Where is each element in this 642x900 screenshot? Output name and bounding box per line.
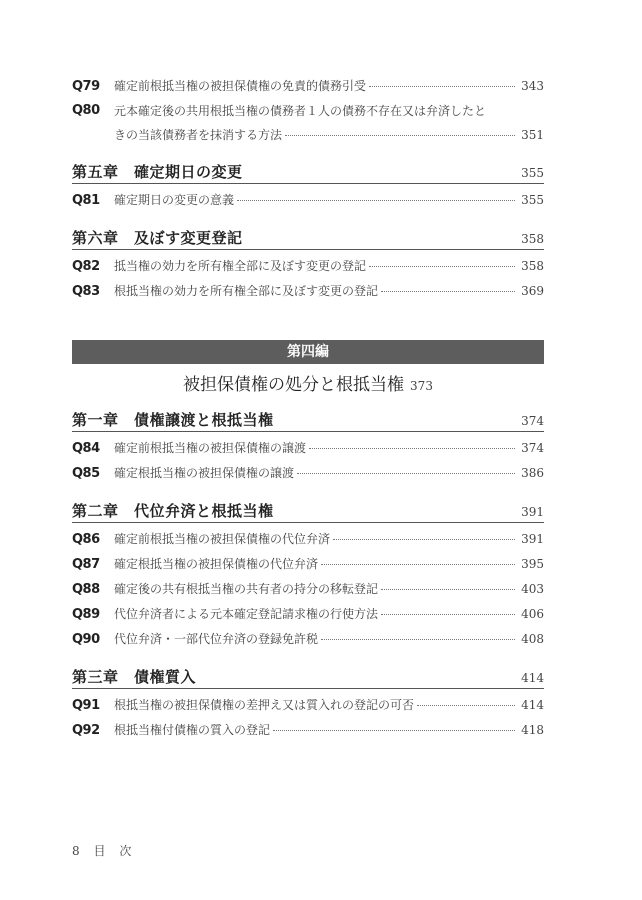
page-number: 408 [521,632,544,646]
question-number: Q89 [72,607,100,622]
question-number: Q86 [72,532,100,547]
dot-leader [369,86,515,87]
page-number: 403 [521,582,544,596]
entry-title: 確定後の共有根抵当権の共有者の持分の移転登記 [114,582,379,596]
entry-title: 確定根抵当権の被担保債権の代位弁済 [114,557,319,571]
toc-entry[interactable] [72,693,544,718]
page-number: 386 [521,466,544,480]
footer-label: 次 [119,844,132,858]
chapter-title: 第三章 債権質入 [72,668,197,686]
dot-leader [309,448,515,449]
toc [72,74,544,743]
page-number: 358 [521,259,544,273]
page-number: 355 [521,193,544,207]
toc-entry[interactable] [72,602,544,627]
part-label-bar: 第四編 [72,340,544,364]
toc-entry[interactable] [72,527,544,552]
question-number: Q83 [72,284,100,299]
question-number: Q80 [72,103,100,118]
dot-leader [321,639,515,640]
dot-leader [381,291,515,292]
toc-entry[interactable] [72,279,544,304]
entry-title: 確定前根抵当権の被担保債権の代位弁済 [114,532,331,546]
chapter-heading[interactable] [72,500,544,523]
toc-entry[interactable] [72,627,544,652]
chapter-page: 358 [521,232,544,246]
entry-title: 確定前根抵当権の被担保債権の免責的債務引受 [114,79,367,93]
part-title[interactable] [72,370,544,395]
page-number: 406 [521,607,544,621]
chapter-page: 391 [521,505,544,519]
page-number: 395 [521,557,544,571]
toc-entry[interactable] [72,254,544,279]
toc-entry[interactable] [72,552,544,577]
entry-title: 根抵当権の効力を所有権全部に及ぼす変更の登記 [114,284,379,298]
entry-title: 根抵当権の被担保債権の差押え又は質入れの登記の可否 [114,698,415,712]
dot-leader [237,200,515,201]
question-number: Q84 [72,441,100,456]
page-number: 414 [521,698,544,712]
dot-leader [381,614,515,615]
question-number: Q79 [72,79,100,94]
entry-title-line2: きの当該債務者を抹消する方法 [114,128,283,142]
toc-entry[interactable] [72,461,544,486]
entry-title-line1: 元本確定後の共用根抵当権の債務者１人の債務不存在又は弁済したと [114,104,487,118]
chapter-heading[interactable] [72,161,544,184]
dot-leader [273,730,515,731]
page-footer [72,842,141,859]
question-number: Q87 [72,557,100,572]
dot-leader [333,539,515,540]
entry-title: 根抵当権付債権の質入の登記 [114,723,271,737]
dot-leader [381,589,515,590]
entry-title: 確定前根抵当権の被担保債権の譲渡 [114,441,307,455]
question-number: Q92 [72,723,100,738]
chapter-title: 第五章 確定期日の変更 [72,163,243,181]
dot-leader [369,266,515,267]
page-number: 369 [521,284,544,298]
entry-title: 代位弁済者による元本確定登記請求権の行使方法 [114,607,379,621]
page-number: 374 [521,441,544,455]
chapter-page: 374 [521,414,544,428]
chapter-page: 414 [521,671,544,685]
toc-entry[interactable] [72,74,544,99]
toc-entry[interactable] [72,718,544,743]
footer-label: 目 [93,844,106,858]
entry-title: 代位弁済・一部代位弁済の登録免許税 [114,632,319,646]
question-number: Q90 [72,632,100,647]
entry-title: 確定根抵当権の被担保債権の譲渡 [114,466,295,480]
dot-leader [297,473,515,474]
chapter-title: 第六章 及ぼす変更登記 [72,229,243,247]
chapter-title: 第二章 代位弁済と根抵当権 [72,502,274,520]
toc-entry[interactable] [72,577,544,602]
question-number: Q85 [72,466,100,481]
dot-leader [285,135,515,136]
question-number: Q81 [72,193,100,208]
part-page: 373 [410,379,433,393]
page-number: 418 [521,723,544,737]
chapter-heading[interactable] [72,409,544,432]
dot-leader [321,564,515,565]
toc-entry-multiline[interactable] [72,99,544,147]
page-number: 351 [521,128,544,142]
toc-entry[interactable] [72,188,544,213]
chapter-heading[interactable] [72,227,544,250]
page-number: 343 [521,79,544,93]
question-number: Q88 [72,582,100,597]
part-title-text: 被担保債権の処分と根抵当権 [183,375,405,395]
toc-entry[interactable] [72,436,544,461]
chapter-heading[interactable] [72,666,544,689]
dot-leader [417,705,515,706]
entry-title: 確定期日の変更の意義 [114,193,235,207]
question-number: Q91 [72,698,100,713]
chapter-title: 第一章 債権譲渡と根抵当権 [72,411,274,429]
entry-title: 抵当権の効力を所有権全部に及ぼす変更の登記 [114,259,367,273]
question-number: Q82 [72,259,100,274]
page-number: 391 [521,532,544,546]
chapter-page: 355 [521,166,544,180]
footer-page-number: 8 [72,844,80,858]
